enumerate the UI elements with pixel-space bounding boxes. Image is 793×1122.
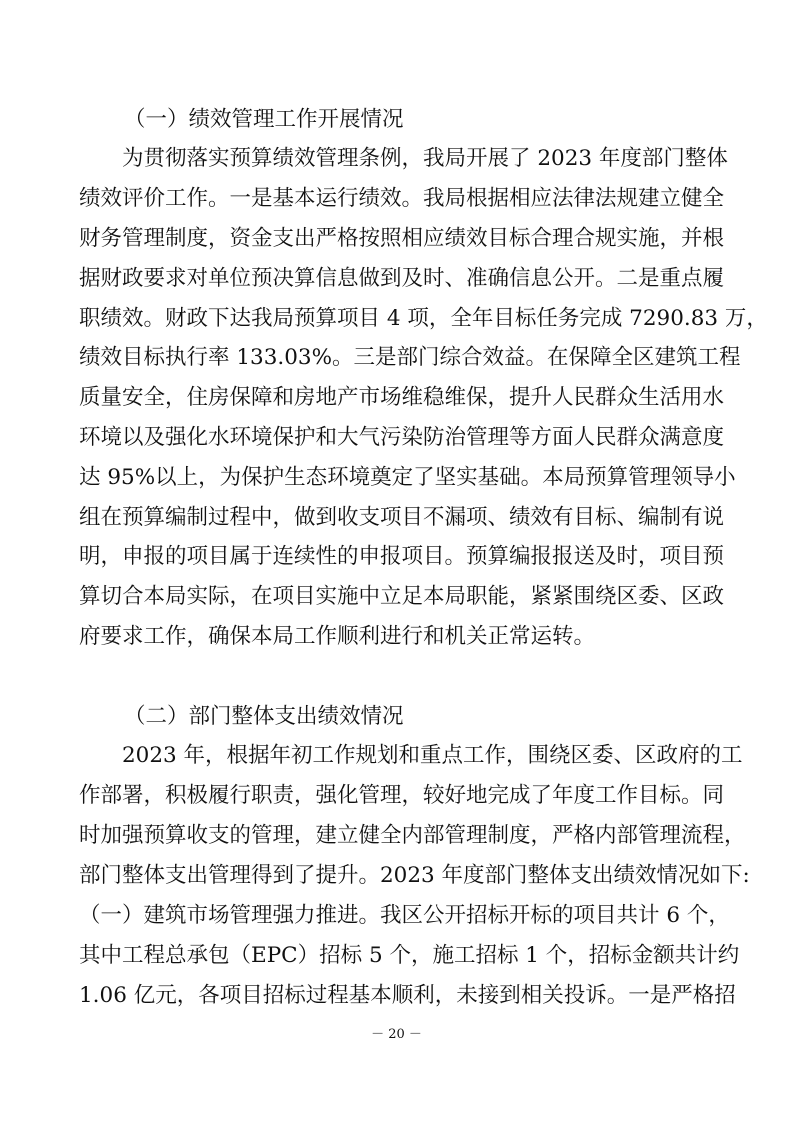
paragraph-line: 府要求工作，确保本局工作顺利进行和机关正常运转。 [79,624,596,649]
paragraph-line: 1.06 亿元，各项目招标过程基本顺利，未接到相关投诉。一是严格招 [79,983,736,1008]
paragraph-line: 作部署，积极履行职责，强化管理，较好地完成了年度工作目标。同 [79,783,725,808]
paragraph-line: 2023 年，根据年初工作规划和重点工作，围绕区委、区政府的工 [122,743,743,768]
paragraph-line: 环境以及强化水环境保护和大气污染防治管理等方面人民群众满意度 [79,425,725,450]
paragraph-line: 绩效目标执行率 133.03%。三是部门综合效益。在保障全区建筑工程 [79,345,741,370]
paragraph-line: 职绩效。财政下达我局预算项目 4 项，全年目标任务完成 7290.83 万， [79,306,768,331]
paragraph-line: 财务管理制度，资金支出严格按照相应绩效目标合理合规实施，并根 [79,226,725,251]
paragraph-line: 时加强预算收支的管理，建立健全内部管理制度，严格内部管理流程， [79,823,746,848]
paragraph-line: 算切合本局实际，在项目实施中立足本局职能，紧紧围绕区委、区政 [79,584,725,609]
paragraph-line: 达 95%以上，为保护生态环境奠定了坚实基础。本局预算管理领导小 [79,465,736,490]
paragraph-line: 绩效评价工作。一是基本运行绩效。我局根据相应法律法规建立健全 [79,186,725,211]
paragraph-line: 为贯彻落实预算绩效管理条例，我局开展了 2023 年度部门整体 [122,146,728,171]
paragraph-line: 部门整体支出管理得到了提升。2023 年度部门整体支出绩效情况如下: [79,863,750,888]
paragraph-line: （一）建筑市场管理强力推进。我区公开招标开标的项目共计 6 个， [79,903,730,928]
paragraph-line: 其中工程总承包（EPC）招标 5 个，施工招标 1 个，招标金额共计约 [79,943,740,968]
paragraph-line: 组在预算编制过程中，做到收支项目不漏项、绩效有目标、编制有说 [79,505,725,530]
paragraph-line: 质量安全，住房保障和房地产市场维稳维保，提升人民群众生活用水 [79,385,725,410]
section-heading-1: （一）绩效管理工作开展情况 [124,107,404,132]
paragraph-line: 明，申报的项目属于连续性的申报项目。预算编报报送及时，项目预 [79,544,725,569]
paragraph-line: 据财政要求对单位预决算信息做到及时、准确信息公开。二是重点履 [79,266,725,291]
page-number: － 20 － [371,1027,422,1042]
section-heading-2: （二）部门整体支出绩效情况 [124,704,404,729]
